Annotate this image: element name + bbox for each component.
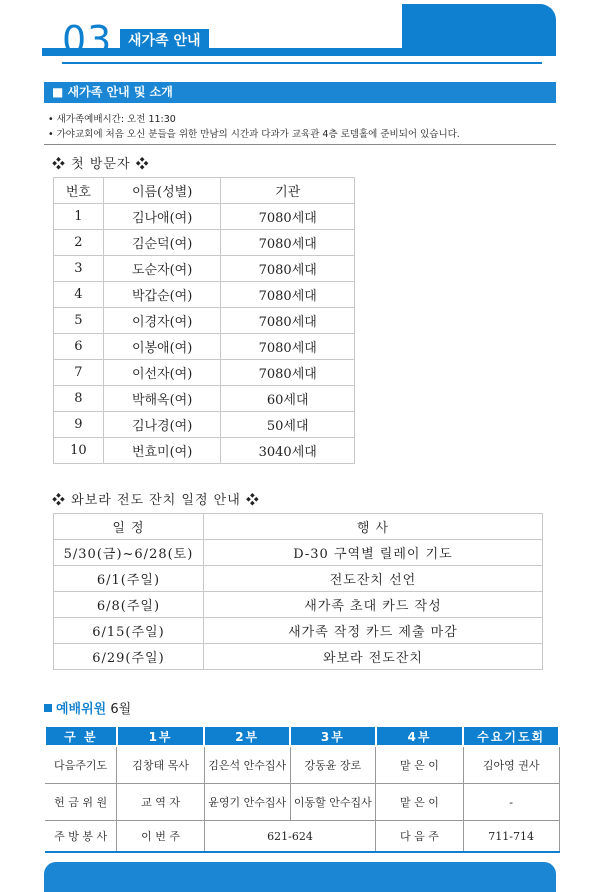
cell-group: 7080세대 bbox=[221, 282, 355, 308]
table-row bbox=[45, 746, 559, 784]
cell-event: 와보라 전도잔치 bbox=[203, 644, 542, 670]
column-header: 구 분 bbox=[45, 726, 117, 746]
column-header: 2부 bbox=[204, 726, 290, 746]
table-row bbox=[54, 256, 355, 282]
cell-value: 이동할 안수집사 bbox=[290, 784, 376, 821]
cell-number: 10 bbox=[54, 438, 104, 464]
cell-value: 김창태 목사 bbox=[117, 746, 205, 784]
cell-number: 5 bbox=[54, 308, 104, 334]
cell-group: 7080세대 bbox=[221, 256, 355, 282]
table-row bbox=[54, 412, 355, 438]
table-row bbox=[54, 204, 355, 230]
cell-date: 5/30(금)~6/28(토) bbox=[54, 540, 204, 566]
column-header: 일 정 bbox=[54, 514, 204, 540]
row-label: 다음주기도 bbox=[45, 746, 117, 784]
cell-event: 새가족 초대 카드 작성 bbox=[203, 592, 542, 618]
table-row bbox=[54, 644, 543, 670]
cell-value: 711-714 bbox=[463, 821, 559, 853]
table-row bbox=[45, 821, 559, 853]
cell-number: 8 bbox=[54, 386, 104, 412]
cell-date: 6/15(주일) bbox=[54, 618, 204, 644]
cell-number: 3 bbox=[54, 256, 104, 282]
cell-number: 7 bbox=[54, 360, 104, 386]
table-row bbox=[54, 334, 355, 360]
cell-number: 2 bbox=[54, 230, 104, 256]
cell-group: 7080세대 bbox=[221, 334, 355, 360]
table-row bbox=[54, 438, 355, 464]
cell-value: 맡 은 이 bbox=[376, 784, 464, 821]
cell-value: 윤영기 안수집사 bbox=[204, 784, 290, 821]
table-row bbox=[54, 282, 355, 308]
cell-name: 박갑순(여) bbox=[103, 282, 221, 308]
table-row bbox=[54, 540, 543, 566]
note-item: • 새가족예배시간: 오전 11:30 bbox=[48, 114, 176, 125]
cell-name: 도순자(여) bbox=[103, 256, 221, 282]
cell-number: 1 bbox=[54, 204, 104, 230]
cell-event: 전도잔치 선언 bbox=[203, 566, 542, 592]
cell-name: 이선자(여) bbox=[103, 360, 221, 386]
column-header: 1부 bbox=[117, 726, 205, 746]
cell-name: 김나경(여) bbox=[103, 412, 221, 438]
cell-name: 이경자(여) bbox=[103, 308, 221, 334]
visitors-table bbox=[53, 177, 355, 464]
worship-month: 6월 bbox=[110, 702, 132, 717]
page-header bbox=[42, 4, 556, 64]
table-row bbox=[54, 360, 355, 386]
cell-date: 6/8(주일) bbox=[54, 592, 204, 618]
column-header: 4부 bbox=[376, 726, 464, 746]
table-header-row bbox=[54, 178, 355, 204]
cell-value: 다 음 주 bbox=[376, 821, 464, 853]
cell-name: 김순덕(여) bbox=[103, 230, 221, 256]
note-item: • 가야교회에 처음 오신 분들을 위한 만남의 시간과 다과가 교육관 4층 로뎀홀에 준비되어 있습니다. bbox=[48, 129, 460, 140]
cell-value: 김은석 안수집사 bbox=[204, 746, 290, 784]
column-header: 번호 bbox=[54, 178, 104, 204]
column-header: 수요기도회 bbox=[463, 726, 559, 746]
cell-name: 김나애(여) bbox=[103, 204, 221, 230]
square-icon bbox=[44, 704, 52, 712]
cell-group: 3040세대 bbox=[221, 438, 355, 464]
schedule-heading: ❖ 와보라 전도 잔치 일정 안내 ❖ bbox=[52, 493, 260, 508]
visitors-heading: ❖ 첫 방문자 ❖ bbox=[52, 157, 150, 172]
row-label: 주 방 봉 사 bbox=[45, 821, 117, 853]
table-row bbox=[54, 386, 355, 412]
cell-value: 강동윤 장로 bbox=[290, 746, 376, 784]
column-header: 이름(성별) bbox=[103, 178, 221, 204]
table-row bbox=[54, 566, 543, 592]
cell-name: 이봉애(여) bbox=[103, 334, 221, 360]
intro-section-label: ■ 새가족 안내 및 소개 bbox=[44, 82, 556, 103]
cell-value: 이 번 주 bbox=[117, 821, 205, 853]
table-row bbox=[54, 618, 543, 644]
cell-group: 60세대 bbox=[221, 386, 355, 412]
cell-group: 7080세대 bbox=[221, 204, 355, 230]
cell-value: 맡 은 이 bbox=[376, 746, 464, 784]
cell-name: 박해옥(여) bbox=[103, 386, 221, 412]
worship-label-bold: 예배위원 bbox=[56, 702, 107, 717]
section-number: 03 bbox=[62, 18, 113, 62]
intro-notes bbox=[48, 112, 460, 142]
table-row bbox=[54, 230, 355, 256]
row-label: 헌 금 위 원 bbox=[45, 784, 117, 821]
worship-table bbox=[44, 725, 560, 853]
column-header: 기관 bbox=[221, 178, 355, 204]
cell-group: 7080세대 bbox=[221, 308, 355, 334]
cell-value: - bbox=[463, 784, 559, 821]
table-row bbox=[54, 592, 543, 618]
page-title: 새가족 안내 bbox=[120, 29, 209, 53]
worship-label bbox=[44, 698, 131, 717]
cell-name: 번효미(여) bbox=[103, 438, 221, 464]
divider bbox=[62, 62, 542, 64]
cell-event: 새가족 작정 카드 제출 마감 bbox=[203, 618, 542, 644]
divider bbox=[44, 144, 556, 145]
cell-value: 621-624 bbox=[204, 821, 375, 853]
footer-bar bbox=[44, 862, 556, 892]
cell-group: 50세대 bbox=[221, 412, 355, 438]
cell-number: 4 bbox=[54, 282, 104, 308]
cell-group: 7080세대 bbox=[221, 360, 355, 386]
cell-date: 6/1(주일) bbox=[54, 566, 204, 592]
cell-group: 7080세대 bbox=[221, 230, 355, 256]
cell-number: 9 bbox=[54, 412, 104, 438]
column-header: 행 사 bbox=[203, 514, 542, 540]
table-row bbox=[54, 308, 355, 334]
cell-number: 6 bbox=[54, 334, 104, 360]
cell-value: 김아영 권사 bbox=[463, 746, 559, 784]
cell-value: 교 역 자 bbox=[117, 784, 205, 821]
column-header: 3부 bbox=[290, 726, 376, 746]
table-row bbox=[45, 784, 559, 821]
schedule-table bbox=[53, 513, 543, 670]
cell-event: D-30 구역별 릴레이 기도 bbox=[203, 540, 542, 566]
table-header-row bbox=[54, 514, 543, 540]
table-header-row bbox=[45, 726, 559, 746]
cell-date: 6/29(주일) bbox=[54, 644, 204, 670]
